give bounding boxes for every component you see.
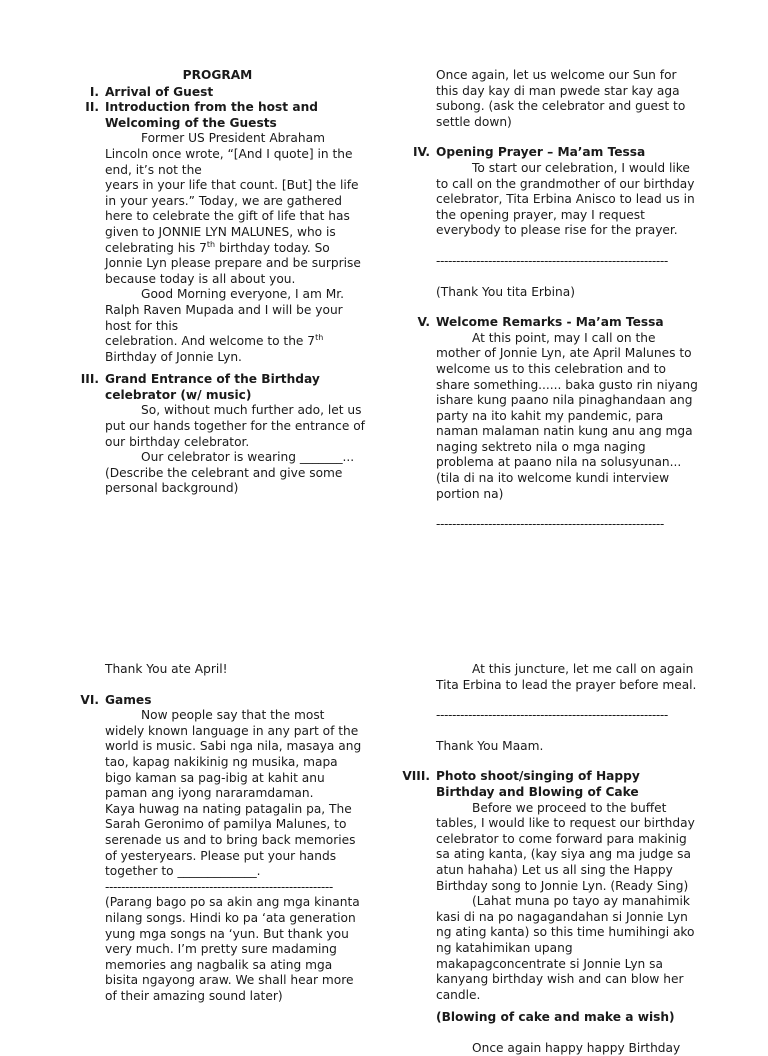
section-6-paragraph-1: Now people say that the most widely known language in any part of the world is music. Sabi nga nila, masaya ang tao, kapag nakikinig ng musika, mapa bigo kaman sa pag-ibig at kahit anu paman ang iyong nararamdaman. [105,708,362,801]
section-5-number: V. [417,315,430,330]
section-8-number: VIII. [402,769,430,784]
divider-line-2: --------------------------------------------------------- [436,517,664,532]
section-6-paragraph-2: Kaya huwag na nating patagalin pa, The Sarah Geronimo of pamilya Malunes, to serenade us and to bring back memories of yesteryears. Please put your hands together to _____________. [105,801,356,879]
divider-line-4: ---------------------------------------------------------- [436,708,668,723]
section-2-paragraph-2b: celebration. And welcome to the 7th Birthday of Jonnie Lyn. [105,333,324,364]
section-1-number: I. [89,84,99,99]
program-title: PROGRAM [182,68,253,82]
section-3-paragraph-1: So, without much further ado, let us put our hands together for the entrance of our birthday celebrator. [105,403,365,449]
section-6-heading [80,692,367,709]
divider-line-3: --------------------------------------------------------- [105,879,333,894]
divider-line-1: ---------------------------------------------------------- [436,253,668,268]
right-column-top [412,68,698,533]
section-1-title: Arrival of Guest [105,84,214,99]
section-1-heading [89,84,367,101]
section-2-paragraph-1a: Former US President Abraham Lincoln once wrote, “[And I quote] in the end, it’s not the [105,131,353,177]
section-4-heading [412,145,698,161]
section-6-title: Games [105,692,152,707]
section-8-paragraph-1: Before we proceed to the buffet tables, I would like to request our birthday celebrator to come forward para makinig sa ating kanta, (kay siya ang ma judge sa atun hahaha) Let us all sing the Happy Birthday song to Jonnie Lyn. (Ready Sing) [436,800,695,893]
section-8-heading [402,769,698,800]
welcome-sun-paragraph: Once again, let us welcome our Sun for this day kay di man pwede star kay aga subong. (ask the celebrator and guest to settle down) [436,68,686,129]
section-3-number: III. [80,372,99,387]
left-column-top [80,68,367,497]
blowing-of-cake-heading: (Blowing of cake and make a wish) [436,1010,675,1025]
final-paragraph: Once again happy happy Birthday [472,1040,681,1055]
section-2-heading [85,100,367,131]
section-2-title: Introduction from the host and Welcoming of the Guests [105,100,318,130]
section-5-heading [417,315,698,331]
section-2-paragraph-2a: Good Morning everyone, I am Mr. Ralph Raven Mupada and I will be your host for this [105,287,345,333]
section-3-heading [80,372,367,403]
right-column-bottom [402,662,698,1056]
section-3-paragraph-3: (Describe the celebrant and give some personal background) [105,465,343,496]
section-4-number: IV. [412,145,430,160]
prayer-before-meal-paragraph: At this juncture, let me call on again Tita Erbina to lead the prayer before meal. [436,662,697,692]
section-5-paragraph-1: At this point, may I call on the mother of Jonnie Lyn, ate April Malunes to welcome us to this celebration and to share something...... baka gusto rin niyang ishare kung paano nila pinaghandaan ang party na ito kahit my pandemic, para naman malaman natin kung anu ang mga naging sektreto nila o mga naging problema at paano nila na solusyunan...(tila di na ito welcome kundi interview portion na) [436,330,698,501]
thanks-ate-april: Thank You ate April! [105,662,228,676]
section-5-title: Welcome Remarks - Ma’am Tessa [436,315,664,330]
thanks-tita-erbina: (Thank You tita Erbina) [436,284,575,299]
section-2-number: II. [85,100,99,115]
section-2-paragraph-1b: years in your life that count. [But] the life in your years.” Today, we are gathered here to celebrate the gift of life that has given to JONNIE LYN MALUNES, who is celebrating his 7th birthday today. So Jonnie Lyn please prepare and be surprise because today is all about you. [105,178,361,286]
section-4-paragraph-1: To start our celebration, I would like to call on the grandmother of our birthday celebrator, Tita Erbina Anisco to lead us in the opening prayer, may I request everybody to please rise for the prayer. [436,160,695,238]
section-3-paragraph-2: Our celebrator is wearing _______... [141,450,355,465]
section-6-paragraph-3: (Parang bago po sa akin ang mga kinanta nilang songs. Hindi ko pa ‘ata generation yung mga songs na ‘yun. But thank you very much. I’m pretty sure madaming memories ang nagbalik sa ating mga bisita ngayong araw. We shall hear more of their amazing sound later) [105,895,360,1003]
section-8-title: Photo shoot/singing of Happy Birthday and Blowing of Cake [436,769,640,799]
left-column-bottom [80,662,367,1004]
section-8-paragraph-2: (Lahat muna po tayo ay manahimik kasi di na po nagagandahan si Jonnie Lyn ng ating kanta) so this time humihingi ako ng katahimikan upang makapagconcentrate si Jonnie Lyn sa kanyang birthday wish and can blow her candle. [436,894,695,1002]
thanks-maam: Thank You Maam. [436,738,544,753]
section-6-number: VI. [80,692,99,707]
section-4-title: Opening Prayer – Ma’am Tessa [436,145,646,160]
section-3-title: Grand Entrance of the Birthday celebrator (w/ music) [105,372,320,402]
